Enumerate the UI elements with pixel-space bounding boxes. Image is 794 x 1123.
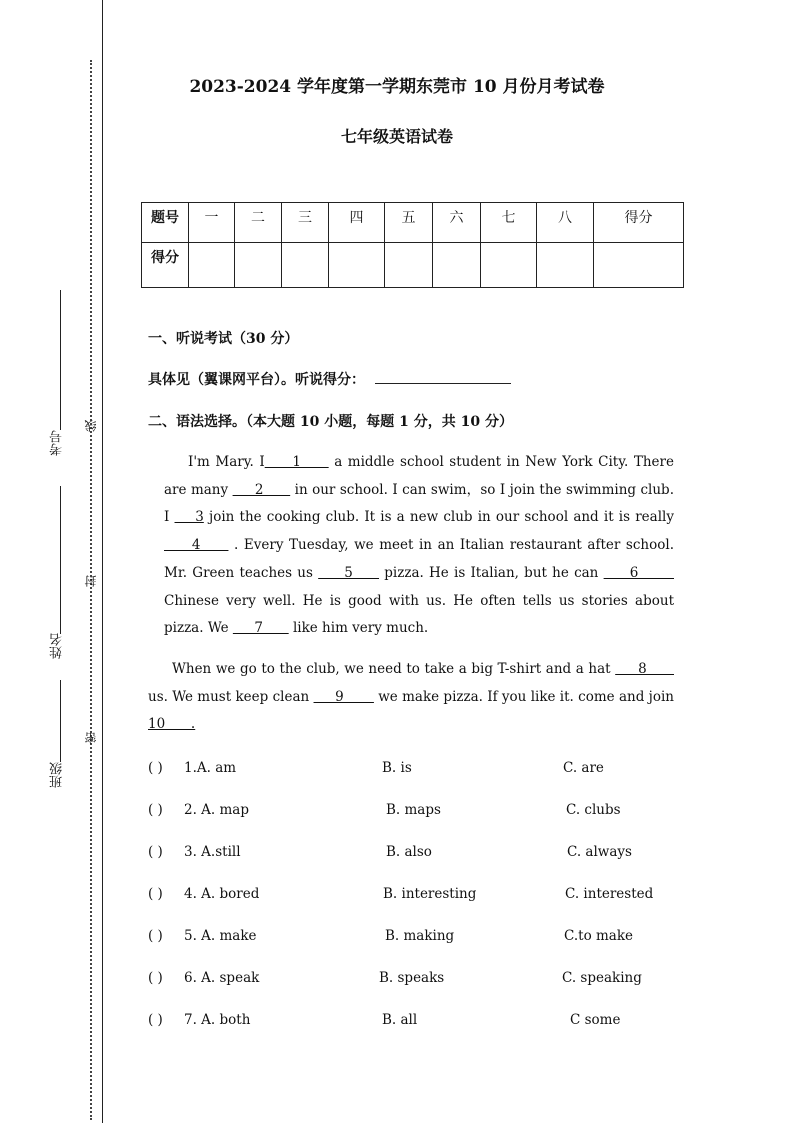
option-b: B. is xyxy=(382,760,412,776)
answer-parentheses[interactable]: ( ) xyxy=(148,928,163,944)
table-header-cell: 八 xyxy=(537,203,594,243)
option-b: B. all xyxy=(382,1012,418,1028)
question-row xyxy=(148,760,748,780)
section1-heading: 一、听说考试（30 分） xyxy=(148,331,299,347)
binding-vertical-line xyxy=(102,0,103,1123)
section1-detail-line xyxy=(148,369,511,389)
score-cell[interactable] xyxy=(282,243,329,288)
question-row xyxy=(148,970,748,990)
speaking-score-blank[interactable] xyxy=(375,371,511,384)
option-a: 2. A. map xyxy=(184,802,249,818)
passage-text: a middle school student in New York City. There are many xyxy=(164,454,674,498)
option-a: 4. A. bored xyxy=(184,886,260,902)
blank-3: 3 xyxy=(174,509,204,526)
class-label: 班级 xyxy=(50,762,65,788)
blank-2: 2 xyxy=(232,481,291,498)
score-cell[interactable] xyxy=(433,243,481,288)
cut-dotted-line xyxy=(90,60,92,1120)
blank-6: 6 xyxy=(603,564,674,581)
seal-mark-mi: 密 xyxy=(84,732,98,744)
passage-paragraph-1 xyxy=(164,449,674,643)
name-blank[interactable] xyxy=(60,486,61,634)
passage-text: Chinese very well. He is good with us. He often tells us stories about pizza. We xyxy=(164,592,674,637)
passage-text: us. We must keep clean xyxy=(148,688,314,705)
option-a: 3. A.still xyxy=(184,844,241,860)
option-b: B. also xyxy=(386,844,432,860)
option-c: C. interested xyxy=(565,886,654,902)
option-c: C. clubs xyxy=(566,802,621,818)
score-table xyxy=(141,202,684,288)
name-label: 姓名 xyxy=(50,633,65,659)
table-header-cell: 二 xyxy=(235,203,282,243)
seal-mark-feng: 封 xyxy=(84,575,98,587)
blank-4: 4 xyxy=(164,537,229,554)
option-a: 5. A. make xyxy=(184,928,257,944)
score-cell[interactable] xyxy=(235,243,282,288)
blank-7: 7 xyxy=(232,620,289,637)
question-row xyxy=(148,928,748,948)
table-header-cell: 四 xyxy=(329,203,385,243)
passage-text: in our school. I can swim，so I join the swimming club. I xyxy=(164,481,674,526)
score-cell[interactable] xyxy=(537,243,594,288)
blank-9: 9 xyxy=(313,688,374,705)
section1-detail: 具体见（翼课网平台）。听说得分： xyxy=(148,372,365,388)
table-header-cell: 五 xyxy=(385,203,433,243)
table-header-cell: 七 xyxy=(481,203,537,243)
exam-no-blank[interactable] xyxy=(60,290,61,430)
score-table-header-row xyxy=(142,203,684,243)
option-c: C. always xyxy=(567,844,632,860)
exam-no-label: 考号 xyxy=(50,430,65,456)
exam-title: 2023-2024 学年度第一学期东莞市 10 月份月考试卷 xyxy=(189,77,605,97)
passage-paragraph-2 xyxy=(148,656,674,739)
answer-parentheses[interactable]: ( ) xyxy=(148,1012,163,1028)
answer-parentheses[interactable]: ( ) xyxy=(148,802,163,818)
question-row xyxy=(148,886,748,906)
passage-text: join the cooking club. It is a new club in our school and it is really xyxy=(203,509,674,526)
blank-10: 10 . xyxy=(148,716,196,733)
question-row xyxy=(148,1012,748,1032)
option-a: 7. A. both xyxy=(184,1012,251,1028)
passage-text: like him very much. xyxy=(288,620,429,637)
passage-text: we make pizza. If you like it. come and join xyxy=(373,688,674,705)
option-c: C.to make xyxy=(564,928,634,944)
blank-8: 8 xyxy=(615,661,674,677)
answer-parentheses[interactable]: ( ) xyxy=(148,760,163,776)
score-cell[interactable] xyxy=(189,243,235,288)
score-cell[interactable] xyxy=(481,243,537,288)
class-blank[interactable] xyxy=(60,680,61,762)
option-a: 6. A. speak xyxy=(184,970,260,986)
passage-text: When we go to the club, we need to take a big T-shirt and a hat xyxy=(172,661,616,677)
option-c: C. speaking xyxy=(562,970,642,986)
option-b: B. interesting xyxy=(383,886,477,902)
table-row-label: 得分 xyxy=(142,243,189,288)
passage-text: pizza. He is Italian, but he can xyxy=(379,564,604,581)
answer-parentheses[interactable]: ( ) xyxy=(148,844,163,860)
answer-parentheses[interactable]: ( ) xyxy=(148,970,163,986)
section2-heading: 二、语法选择。（本大题 10 小题，每题 1 分，共 10 分） xyxy=(148,414,513,430)
blank-1: 1 xyxy=(264,454,329,470)
option-b: B. making xyxy=(385,928,455,944)
score-table-score-row xyxy=(142,243,684,288)
option-c: C some xyxy=(570,1012,621,1028)
answer-parentheses[interactable]: ( ) xyxy=(148,886,163,902)
question-row xyxy=(148,844,748,864)
table-header-cell: 得分 xyxy=(594,203,684,243)
question-row xyxy=(148,802,748,822)
option-a: 1.A. am xyxy=(184,760,237,776)
table-header-cell: 题号 xyxy=(142,203,189,243)
seal-mark-xian: 线 xyxy=(84,420,98,432)
score-cell[interactable] xyxy=(329,243,385,288)
table-header-cell: 三 xyxy=(282,203,329,243)
table-header-cell: 六 xyxy=(433,203,481,243)
score-cell[interactable] xyxy=(385,243,433,288)
blank-5: 5 xyxy=(318,564,380,581)
option-c: C. are xyxy=(563,760,604,776)
option-b: B. maps xyxy=(386,802,441,818)
table-header-cell: 一 xyxy=(189,203,235,243)
passage-text: . Every Tuesday, we meet in an Italian restaurant after school. Mr. Green teaches us xyxy=(164,537,674,581)
score-cell[interactable] xyxy=(594,243,684,288)
passage-text: I'm Mary. I xyxy=(188,454,265,470)
option-b: B. speaks xyxy=(379,970,445,986)
exam-subtitle: 七年级英语试卷 xyxy=(340,127,453,146)
